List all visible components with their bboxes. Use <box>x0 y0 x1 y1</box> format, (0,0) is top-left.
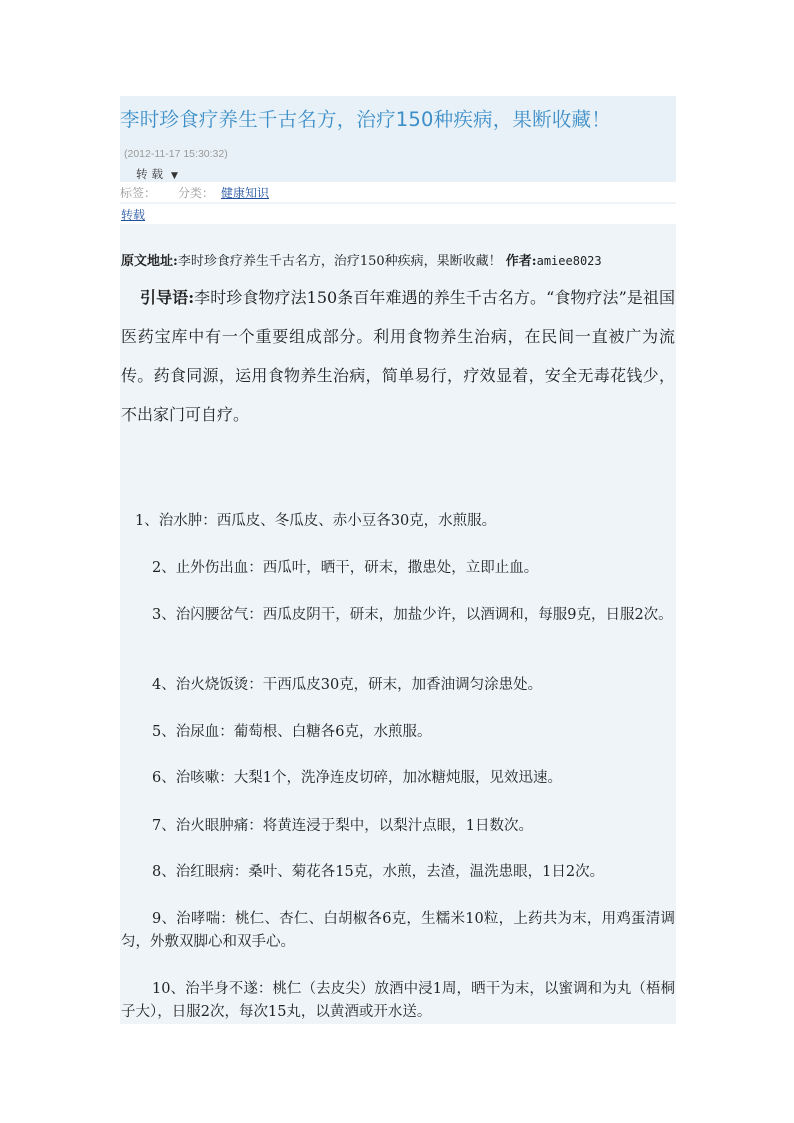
category-link[interactable]: 健康知识 <box>221 186 270 200</box>
remedy-item: 6、治咳嗽：大梨1个，洗净连皮切碎，加冰糖炖服，见效迅速。 <box>152 770 562 786</box>
chevron-down-icon[interactable]: ▼ <box>171 171 178 181</box>
repost-button[interactable] <box>136 166 178 182</box>
remedy-item: 10、治半身不遂：桃仁（去皮尖）放酒中浸1周，晒干为末，以蜜调和为丸（梧桐子大），日服2次，每次15丸，以黄酒或开水送。 <box>121 981 675 1020</box>
remedy-item: 1、治水肿：西瓜皮、冬瓜皮、赤小豆各30克，水煎服。 <box>135 513 497 529</box>
remedy-item: 5、治尿血：葡萄根、白糖各6克，水煎服。 <box>152 724 432 740</box>
repost-button-label: 转载 <box>136 167 167 181</box>
tags-label: 标签： <box>120 186 157 200</box>
source-line <box>121 250 602 269</box>
intro-paragraph <box>121 278 675 434</box>
blog-post <box>120 96 676 1024</box>
remedy-item: 3、治闪腰岔气：西瓜皮阴干，研末，加盐少许，以酒调和，每服9克，日服2次。 <box>152 607 673 623</box>
remedy-item: 9、治哮喘：桃仁、杏仁、白胡椒各6克，生糯米10粒，上药共为末，用鸡蛋清调匀，外敷双脚心和双手心。 <box>121 911 675 950</box>
post-header <box>120 96 676 182</box>
intro-lead: 引导语: <box>140 288 195 307</box>
author-name: amiee8023 <box>536 254 602 268</box>
remedy-item: 4、治火烧饭烫：干西瓜皮30克，研末，加香油调匀涂患处。 <box>152 677 543 693</box>
post-title: 李时珍食疗养生千古名方，治疗150种疾病，果断收藏！ <box>120 108 611 131</box>
post-meta <box>120 182 676 202</box>
source-label: 原文地址: <box>121 254 178 269</box>
remedy-item: 2、止外伤出血：西瓜叶，晒干，研末，撒患处，立即止血。 <box>152 560 539 576</box>
source-title: 李时珍食疗养生千古名方，治疗150种疾病，果断收藏！ <box>177 254 502 269</box>
repost-link-row <box>120 204 676 224</box>
category-label: 分类： <box>178 186 215 200</box>
intro-text: 李时珍食物疗法150条百年难遇的养生千古名方。“食物疗法”是祖国医药宝库中有一个重要组成部分。利用食物养生治病，在民间一直被广为流传。药食同源，运用食物养生治病，简单易行，疗效显着，安全无毒花钱少，不出家门可自疗。 <box>121 288 675 424</box>
author-label: 作者: <box>505 254 537 269</box>
remedy-item: 8、治红眼病：桑叶、菊花各15克，水煎，去渣，温洗患眼，1日2次。 <box>152 864 605 880</box>
repost-link[interactable]: 转载 <box>121 208 146 222</box>
post-date: (2012-11-17 15:30:32) <box>124 148 228 160</box>
remedy-item: 7、治火眼肿痛：将黄连浸于梨中，以梨汁点眼，1日数次。 <box>152 818 533 834</box>
